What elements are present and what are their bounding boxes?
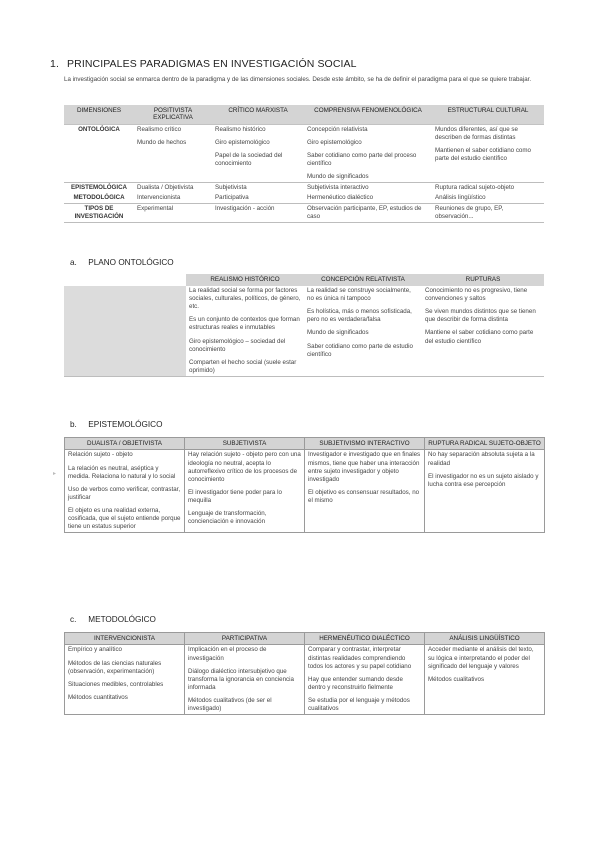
subsection-title: EPISTEMOLÓGICO bbox=[88, 420, 163, 429]
cell-line: Mundos diferentes, así que se describen de formas distintas bbox=[435, 125, 518, 141]
cell-line: La realidad social se forma por factores sociales, culturales, políticos, de género, etc. bbox=[189, 287, 301, 311]
cell-line: El objetivo es consensuar resultados, no el mismo bbox=[308, 488, 420, 504]
table-cell: Subjetivista bbox=[215, 183, 247, 191]
table-cell: Ruptura radical sujeto-objeto bbox=[435, 183, 515, 191]
cell-line: Uso de verbos como verificar, contrastar, justificar bbox=[68, 485, 181, 501]
table-cell bbox=[305, 645, 425, 715]
cell-line: Métodos cuantitativos bbox=[68, 693, 128, 701]
table-cell: Observación participante, EP, estudios de caso bbox=[304, 203, 432, 222]
header-intervencionista: INTERVENCIONISTA bbox=[65, 633, 185, 645]
header-estructural: ESTRUCTURAL CULTURAL bbox=[432, 105, 544, 124]
cell-line: Realismo crítico bbox=[137, 125, 182, 133]
cell-line: Mundo de significados bbox=[307, 172, 369, 180]
table-cell: Participativa bbox=[212, 193, 304, 204]
header-realismo-historico: REALISMO HISTÓRICO bbox=[186, 274, 304, 286]
cell-line: No hay separación absoluta sujeta a la realidad bbox=[428, 451, 535, 467]
header-critico: CRÍTICO MARXISTA bbox=[212, 105, 304, 124]
header-empty bbox=[64, 274, 186, 286]
table-row bbox=[64, 203, 544, 222]
cell-line: Métodos de las ciencias naturales (observación, experimentación) bbox=[68, 659, 162, 675]
cell-line: Situaciones medibles, controlables bbox=[68, 680, 164, 688]
cell-line: Hay que entender sumando desde dentro y reconstruirlo fielmente bbox=[308, 675, 403, 691]
table-cell bbox=[65, 645, 185, 715]
subsection-title: PLANO ONTOLÓGICO bbox=[88, 258, 174, 267]
cell-line: Comparten el hecho social (suele estar oprimido) bbox=[189, 358, 297, 374]
table-cell bbox=[134, 124, 212, 182]
subsection-heading-a bbox=[70, 258, 174, 267]
header-subjetivista: SUBJETIVISTA bbox=[185, 438, 305, 450]
cell-line: Giro epistemológico – sociedad del conocimiento bbox=[189, 337, 286, 353]
cell-line: Acceder mediante el análisis del texto, su lógica e interpretando el poder del significado del lenguaje y valores bbox=[428, 646, 534, 670]
header-dimensiones: DIMENSIONES bbox=[64, 105, 134, 124]
cell-line: Giro epistemológico bbox=[307, 138, 362, 146]
header-ruptura-radical: RUPTURA RADICAL SUJETO-OBJETO bbox=[425, 438, 545, 450]
cell-line: Saber cotidiano como parte de estudio científico bbox=[307, 342, 413, 358]
paradigms-table bbox=[64, 105, 544, 223]
subsection-title: METODOLÓGICO bbox=[88, 615, 156, 624]
table-cell bbox=[304, 286, 422, 376]
table-cell bbox=[304, 124, 432, 182]
cell-line: Se viven mundos distintos que se tienen que describir de forma distinta bbox=[425, 308, 536, 324]
cell-line: Mantienen el saber cotidiano como parte del estudio científico bbox=[435, 146, 531, 162]
table-cell bbox=[186, 286, 304, 376]
cell-line: Diálogo dialéctico intersubjetivo que transforma la ignorancia en conciencia informada bbox=[188, 667, 294, 691]
row-label: EPISTEMOLÓGICA bbox=[70, 183, 128, 191]
table-cell: Análisis lingüístico bbox=[432, 193, 544, 204]
header-dualista: DUALISTA / OBJETIVISTA bbox=[65, 438, 185, 450]
table-row bbox=[65, 450, 545, 533]
row-label: METODOLÓGICA bbox=[64, 193, 134, 204]
cell-line: Comparar y contrastar, interpretar distintas realidades comprendiendo todos los actores y su papel cotidiano bbox=[308, 646, 412, 670]
table-header-row bbox=[64, 274, 544, 286]
cell-line: El investigador no es un sujeto aislado y lucha contra ese percepción bbox=[428, 472, 539, 488]
cell-line: Saber cotidiano como parte del proceso científico bbox=[307, 151, 417, 167]
cell-line: Es holística, más o menos sofisticada, pero no es verdadera/falsa bbox=[307, 308, 412, 324]
table-cell bbox=[425, 645, 545, 715]
subsection-heading-b bbox=[70, 420, 162, 429]
table-cell: Investigación - acción bbox=[212, 203, 304, 222]
cell-line: Lenguaje de transformación, concienciación e innovación bbox=[188, 509, 267, 526]
cell-line: El objeto es una realidad externa, cosificada, que el sujeto entiende porque tiene un estatus superior bbox=[68, 506, 181, 531]
subsection-tag: c. bbox=[70, 615, 77, 624]
cell-line: La relación es neutral, aséptica y medida. Relaciona lo natural y lo social bbox=[68, 464, 176, 480]
table-row bbox=[64, 124, 544, 182]
header-participativa: PARTICIPATIVA bbox=[185, 633, 305, 645]
methodological-table bbox=[64, 632, 545, 715]
intro-paragraph: La investigación social se enmarca dentro de la paradigma y de las dimensiones sociales. Desde este ámbito, se ha de definir el paradigma para el que se quiere trabajar. bbox=[64, 76, 532, 83]
blank-cell bbox=[64, 286, 186, 376]
cell-line: Implicación en el proceso de investigación bbox=[188, 646, 267, 662]
table-row bbox=[64, 193, 544, 204]
cell-line: Relación sujeto - objeto bbox=[68, 451, 133, 459]
header-rupturas: RUPTURAS bbox=[422, 274, 544, 286]
section-heading bbox=[50, 58, 357, 70]
subsection-heading-c bbox=[70, 615, 156, 624]
margin-marker: ▸ bbox=[53, 471, 57, 477]
cell-line: Métodos cualitativos (de ser el investigado) bbox=[188, 696, 272, 712]
table-cell bbox=[305, 450, 425, 533]
table-cell bbox=[65, 450, 185, 533]
cell-line: Concepción relativista bbox=[307, 125, 368, 133]
row-label: ONTOLÓGICA bbox=[64, 124, 134, 182]
cell-line: Mundo de hechos bbox=[137, 138, 187, 146]
cell-line: Papel de la sociedad del conocimiento bbox=[215, 151, 283, 167]
cell-line: Mantiene el saber cotidiano como parte del estudio científico bbox=[425, 329, 534, 345]
header-comprensiva: COMPRENSIVA FENOMENOLÓGICA bbox=[304, 105, 432, 124]
table-cell bbox=[212, 124, 304, 182]
subsection-tag: a. bbox=[70, 258, 77, 267]
cell-line: Mundo de significados bbox=[307, 329, 369, 337]
table-cell bbox=[432, 124, 544, 182]
table-cell: Subjetivista interactivo bbox=[307, 183, 369, 191]
cell-line: Empírico y analítico bbox=[68, 646, 122, 654]
cell-line: Giro epistemológico bbox=[215, 138, 270, 146]
section-number: 1. bbox=[50, 58, 59, 70]
table-row bbox=[64, 286, 544, 376]
header-positivista: POSITIVISTA EXPLICATIVA bbox=[134, 105, 212, 124]
cell-line: Realismo histórico bbox=[215, 125, 266, 133]
table-cell: Hermenéutico dialéctico bbox=[304, 193, 432, 204]
header-analisis-linguistico: ANÁLISIS LINGÜÍSTICO bbox=[425, 633, 545, 645]
header-hermeneutico: HERMENÉUTICO DIALÉCTICO bbox=[305, 633, 425, 645]
table-header-row bbox=[64, 105, 544, 124]
table-row bbox=[64, 182, 544, 193]
table-cell bbox=[425, 450, 545, 533]
table-cell: Intervencionista bbox=[134, 193, 212, 204]
cell-line: Conocimiento no es progresivo, tiene convenciones y saltos bbox=[425, 287, 528, 303]
section-title: PRINCIPALES PARADIGMAS EN INVESTIGACIÓN SOCIAL bbox=[67, 58, 357, 70]
table-row bbox=[65, 645, 545, 715]
table-header-row bbox=[65, 438, 545, 450]
subsection-tag: b. bbox=[70, 420, 77, 429]
table-cell bbox=[422, 286, 544, 376]
table-cell: Experimental bbox=[134, 203, 212, 222]
row-label: TIPOS DE INVESTIGACIÓN bbox=[64, 203, 134, 222]
cell-line: Investigador e investigado que en finales mismos, tiene que haber una interacción entre sujeto investigador y objeto investigado bbox=[308, 451, 421, 483]
table-cell: Reuniones de grupo, EP, observación... bbox=[432, 203, 544, 222]
table-cell: Dualista / Objetivista bbox=[137, 183, 194, 191]
header-concepcion-relativista: CONCEPCIÓN RELATIVISTA bbox=[304, 274, 422, 286]
table-header-row bbox=[65, 633, 545, 645]
cell-line: Métodos cualitativos bbox=[428, 675, 485, 683]
header-subjetivismo-interactivo: SUBJETIVISMO INTERACTIVO bbox=[305, 438, 425, 450]
cell-line: El investigador tiene poder para lo mequilla bbox=[188, 488, 282, 504]
ontological-table bbox=[64, 274, 544, 377]
epistemological-table bbox=[64, 437, 545, 533]
cell-line: Es un conjunto de contextos que forman estructuras reales e inmutables bbox=[189, 316, 300, 332]
table-cell bbox=[185, 450, 305, 533]
cell-line: Hay relación sujeto - objeto pero con una ideología no neutral, acepta lo autorreflexivo crítico de los procesos de conocimiento bbox=[188, 451, 301, 483]
table-cell bbox=[185, 645, 305, 715]
cell-line: La realidad se construye socialmente, no es única ni tampoco bbox=[307, 287, 411, 303]
cell-line: Se estudia por el lenguaje y métodos cualitativos bbox=[308, 696, 410, 712]
